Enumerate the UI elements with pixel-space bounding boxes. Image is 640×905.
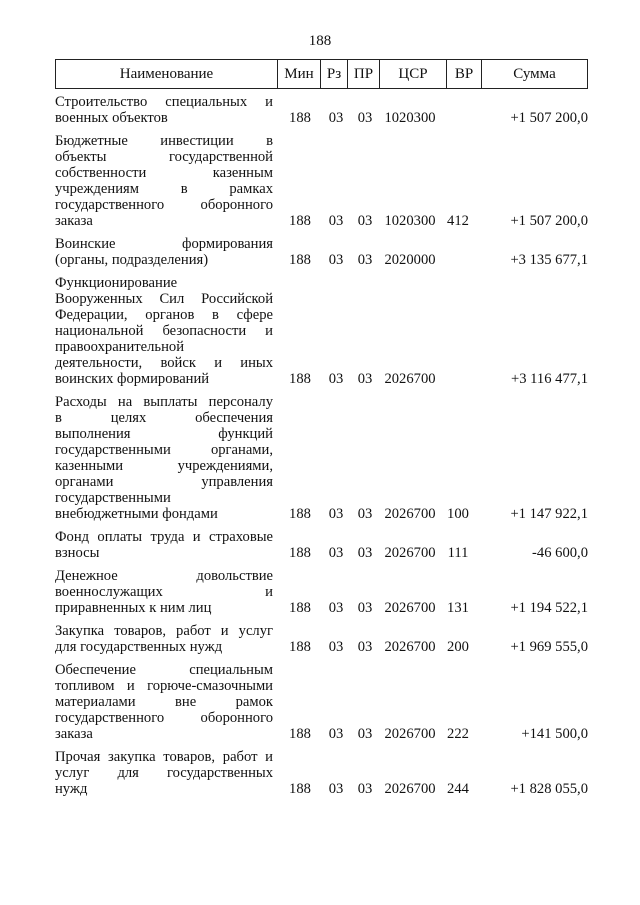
row-sum: +3 135 677,1 bbox=[510, 252, 588, 268]
row-sum: +1 969 555,0 bbox=[510, 639, 588, 655]
row-name-line: Денежное довольствие bbox=[55, 568, 273, 584]
row-name-line: в целях обеспечения bbox=[55, 410, 273, 426]
row-rz: 03 bbox=[328, 545, 344, 561]
row-name bbox=[55, 749, 273, 797]
row-sum: +1 194 522,1 bbox=[510, 600, 588, 616]
table-row bbox=[55, 236, 588, 268]
row-pr: 03 bbox=[357, 252, 373, 268]
row-pr: 03 bbox=[357, 600, 373, 616]
row-csr: 2026700 bbox=[384, 371, 436, 387]
row-sum: +1 828 055,0 bbox=[510, 781, 588, 797]
row-vr: 222 bbox=[447, 726, 469, 742]
row-csr: 2026700 bbox=[384, 600, 436, 616]
row-csr: 1020300 bbox=[384, 110, 436, 126]
row-name-line: государственными органами, bbox=[55, 442, 273, 458]
row-pr: 03 bbox=[357, 506, 373, 522]
row-name-line: правоохранительной bbox=[55, 339, 185, 355]
row-sum: +141 500,0 bbox=[521, 726, 588, 742]
row-name-line: государственного оборонного bbox=[55, 710, 273, 726]
row-name-line: Закупка товаров, работ и услуг bbox=[55, 623, 273, 639]
row-csr: 2026700 bbox=[384, 545, 436, 561]
row-pr: 03 bbox=[357, 639, 373, 655]
row-pr: 03 bbox=[357, 545, 373, 561]
row-name-line: военных объектов bbox=[55, 110, 168, 126]
row-rz: 03 bbox=[328, 726, 344, 742]
row-name-line: объекты государственной bbox=[55, 149, 273, 165]
row-sum: +1 147 922,1 bbox=[510, 506, 588, 522]
row-csr: 2026700 bbox=[384, 726, 436, 742]
row-name-line: государственного оборонного bbox=[55, 197, 273, 213]
row-vr: 111 bbox=[447, 545, 469, 561]
header-sum: Сумма bbox=[513, 65, 556, 82]
row-name-line: внебюджетными фондами bbox=[55, 506, 218, 522]
table-row bbox=[55, 94, 588, 126]
row-sum: -46 600,0 bbox=[532, 545, 588, 561]
row-name-line: Бюджетные инвестиции в bbox=[55, 133, 273, 149]
row-name-line: для государственных нужд bbox=[55, 639, 223, 655]
row-csr: 2026700 bbox=[384, 506, 436, 522]
table-row bbox=[55, 568, 588, 616]
row-rz: 03 bbox=[328, 110, 344, 126]
row-rz: 03 bbox=[328, 506, 344, 522]
row-pr: 03 bbox=[357, 726, 373, 742]
header-vr: ВР bbox=[447, 60, 482, 88]
row-min: 188 bbox=[289, 781, 311, 797]
row-name-line: собственности казенным bbox=[55, 165, 273, 181]
table-row bbox=[55, 623, 588, 655]
row-name-line: взносы bbox=[55, 545, 100, 561]
row-name-line: приравненных к ним лиц bbox=[55, 600, 212, 616]
row-name-line: топливом и горюче-смазочными bbox=[55, 678, 273, 694]
row-name-line: Вооруженных Сил Российской bbox=[55, 291, 273, 307]
row-name-line: Федерации, органов в сфере bbox=[55, 307, 273, 323]
row-name-line: национальной безопасности и bbox=[55, 323, 273, 339]
row-name-line: казенными учреждениями, bbox=[55, 458, 273, 474]
row-rz: 03 bbox=[328, 371, 344, 387]
row-min: 188 bbox=[289, 371, 311, 387]
row-name bbox=[55, 623, 273, 655]
row-min: 188 bbox=[289, 506, 311, 522]
row-name-line: Прочая закупка товаров, работ и bbox=[55, 749, 273, 765]
row-name bbox=[55, 94, 273, 126]
row-name-line: государственными bbox=[55, 490, 171, 506]
row-min: 188 bbox=[289, 726, 311, 742]
row-name-line: Воинские формирования bbox=[55, 236, 273, 252]
header-csr: ЦСР bbox=[380, 60, 447, 88]
row-pr: 03 bbox=[357, 213, 373, 229]
row-vr: 100 bbox=[447, 506, 469, 522]
header-pr: ПР bbox=[348, 60, 380, 88]
table-row bbox=[55, 529, 588, 561]
row-vr: 412 bbox=[447, 213, 469, 229]
row-sum: +1 507 200,0 bbox=[510, 110, 588, 126]
table-body bbox=[55, 94, 588, 804]
row-name-line: заказа bbox=[55, 213, 93, 229]
row-name bbox=[55, 275, 273, 387]
row-min: 188 bbox=[289, 545, 311, 561]
row-sum: +3 116 477,1 bbox=[510, 371, 588, 387]
row-name-line: Функционирование bbox=[55, 275, 178, 291]
row-name-line: заказа bbox=[55, 726, 93, 742]
table-header bbox=[55, 59, 588, 89]
row-csr: 2020000 bbox=[384, 252, 436, 268]
row-name-line: Фонд оплаты труда и страховые bbox=[55, 529, 273, 545]
row-name-line: деятельности, войск и иных bbox=[55, 355, 273, 371]
row-min: 188 bbox=[289, 213, 311, 229]
row-pr: 03 bbox=[357, 781, 373, 797]
row-name bbox=[55, 568, 273, 616]
row-vr: 200 bbox=[447, 639, 469, 655]
row-csr: 1020300 bbox=[384, 213, 436, 229]
header-name: Наименование bbox=[56, 60, 278, 88]
row-name-line: Строительство специальных и bbox=[55, 94, 273, 110]
header-min: Мин bbox=[278, 60, 321, 88]
row-rz: 03 bbox=[328, 639, 344, 655]
row-name bbox=[55, 394, 273, 522]
row-name-line: услуг для государственных bbox=[55, 765, 273, 781]
row-name-line: материалами вне рамок bbox=[55, 694, 273, 710]
table-row bbox=[55, 662, 588, 742]
row-rz: 03 bbox=[328, 600, 344, 616]
row-pr: 03 bbox=[357, 110, 373, 126]
row-min: 188 bbox=[289, 252, 311, 268]
row-name bbox=[55, 529, 273, 561]
row-csr: 2026700 bbox=[384, 781, 436, 797]
row-rz: 03 bbox=[328, 781, 344, 797]
row-name bbox=[55, 133, 273, 229]
table-row bbox=[55, 275, 588, 387]
row-rz: 03 bbox=[328, 213, 344, 229]
row-csr: 2026700 bbox=[384, 639, 436, 655]
row-name-line: воинских формирований bbox=[55, 371, 210, 387]
row-min: 188 bbox=[289, 110, 311, 126]
page-number: 188 bbox=[308, 33, 332, 49]
row-pr: 03 bbox=[357, 371, 373, 387]
row-name-line: Обеспечение специальным bbox=[55, 662, 273, 678]
row-name-line: нужд bbox=[55, 781, 88, 797]
table-row bbox=[55, 749, 588, 797]
row-name-line: военнослужащих и bbox=[55, 584, 273, 600]
row-min: 188 bbox=[289, 639, 311, 655]
row-vr: 244 bbox=[447, 781, 469, 797]
row-rz: 03 bbox=[328, 252, 344, 268]
row-name-line: (органы, подразделения) bbox=[55, 252, 209, 268]
row-sum: +1 507 200,0 bbox=[510, 213, 588, 229]
table-row bbox=[55, 394, 588, 522]
row-name-line: учреждениям в рамках bbox=[55, 181, 273, 197]
row-name bbox=[55, 662, 273, 742]
row-name-line: органами управления bbox=[55, 474, 273, 490]
row-name bbox=[55, 236, 273, 268]
header-rz: Рз bbox=[321, 60, 348, 88]
row-vr: 131 bbox=[447, 600, 469, 616]
row-name-line: выполнения функций bbox=[55, 426, 273, 442]
row-min: 188 bbox=[289, 600, 311, 616]
row-name-line: Расходы на выплаты персоналу bbox=[55, 394, 273, 410]
table-row bbox=[55, 133, 588, 229]
